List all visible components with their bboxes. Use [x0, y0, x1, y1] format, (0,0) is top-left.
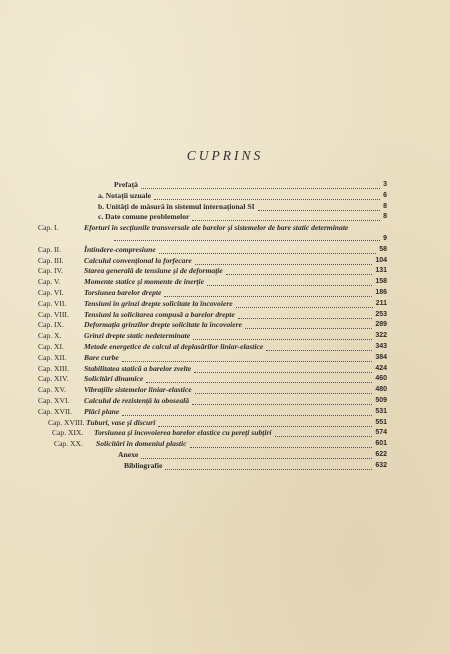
chapter-title: Eforturi în secțiunile transversale ale barelor și sistemelor de bare static determinate [84, 223, 349, 233]
dot-leader [195, 264, 373, 265]
dot-leader [194, 372, 372, 373]
toc-entry [0, 288, 450, 299]
page-number: 3 [383, 181, 387, 188]
page-number: 632 [375, 461, 387, 469]
chapter-number: Cap. XIX. [52, 428, 84, 438]
page-number: 289 [375, 321, 387, 329]
dot-leader [192, 220, 380, 221]
page-number: 480 [375, 386, 387, 394]
chapter-title: Deformația grinzilor drepte solicitate la încovoiere [84, 320, 242, 330]
dot-leader [159, 253, 376, 254]
dot-leader [193, 339, 372, 340]
toc-entry [0, 223, 450, 245]
chapter-title: Torsiunea barelor drepte [84, 287, 162, 297]
chapter-number: Cap. XVI. [38, 395, 70, 405]
dot-leader [122, 415, 372, 416]
dot-leader [141, 188, 380, 189]
dot-leader [245, 328, 372, 329]
chapter-title: Bibliografie [124, 460, 163, 470]
page-number: 424 [375, 364, 387, 372]
dot-leader [154, 199, 380, 200]
chapter-title: c. Date comune problemelor [98, 212, 190, 222]
dot-leader [238, 318, 373, 319]
page-title: CUPRINS [186, 148, 264, 163]
toc-entry [0, 256, 450, 267]
chapter-number: Cap. XIII. [38, 363, 69, 373]
toc-entry [0, 180, 450, 191]
toc-entry [0, 202, 450, 213]
toc-entry [0, 310, 450, 321]
chapter-number: Cap. V. [38, 277, 61, 287]
page-number: 622 [375, 450, 387, 458]
dot-leader [258, 210, 381, 211]
page-number: 6 [383, 191, 387, 199]
page-number: 460 [375, 375, 387, 383]
chapter-title: Solicitări în domeniul plastic [96, 439, 187, 449]
toc-entry [0, 299, 450, 310]
dot-leader [141, 458, 372, 459]
dot-leader [236, 307, 373, 308]
toc-entry [0, 374, 450, 385]
page-number: 8 [383, 213, 387, 221]
page-number: 58 [379, 245, 387, 253]
chapter-number: Cap. III. [38, 255, 64, 265]
chapter-title: Starea generală de tensiune și de deformație [84, 266, 223, 276]
toc-entry [0, 331, 450, 342]
dot-leader [122, 361, 373, 362]
chapter-title: Tensiuni la solicitarea compusă a barelor drepte [84, 309, 235, 319]
page-number: 343 [375, 342, 387, 350]
chapter-title: Prefață [114, 180, 138, 189]
page-number: 322 [375, 332, 387, 340]
chapter-number: Cap. II. [38, 244, 61, 254]
page-number: 601 [375, 440, 387, 448]
toc-entry [0, 277, 450, 288]
chapter-number: Cap. I. [38, 223, 59, 233]
chapter-number: Cap. XII. [38, 352, 67, 362]
page-number: 104 [375, 256, 387, 264]
chapter-title: Tensiuni în grinzi drepte solicitate la încovoiere [84, 298, 233, 308]
toc-entry [0, 407, 450, 418]
toc-entry [0, 396, 450, 407]
page-number: 384 [375, 353, 387, 361]
page-number: 574 [375, 429, 387, 437]
chapter-number: Cap. XV. [38, 385, 66, 395]
toc-entry [0, 364, 450, 375]
dot-leader [266, 350, 372, 351]
page-number: 211 [375, 299, 387, 307]
chapter-number: Cap. VIII. [38, 309, 69, 319]
dot-leader [275, 436, 373, 437]
toc-entry [0, 191, 450, 202]
chapter-title: Solicitări dinamice [84, 374, 144, 384]
chapter-title: Stabilitatea statică a barelor zvelte [84, 363, 192, 373]
chapter-title: Plăci plane [84, 406, 120, 416]
chapter-title: Bare curbe [84, 352, 119, 362]
toc-entry [0, 439, 450, 450]
page-number: 551 [375, 418, 387, 426]
table-of-contents [0, 180, 450, 472]
toc-entry [0, 245, 450, 256]
dot-leader [195, 393, 373, 394]
dot-leader [165, 469, 372, 470]
dot-leader [207, 285, 372, 286]
toc-entry [0, 320, 450, 331]
chapter-number: Cap. VI. [38, 287, 64, 297]
toc-entry [0, 385, 450, 396]
dot-leader [164, 296, 372, 297]
dot-leader [226, 274, 373, 275]
page-number: 186 [375, 288, 387, 296]
chapter-title: b. Unități de măsură în sistemul internațional SI [98, 201, 255, 211]
dot-leader [114, 240, 380, 241]
toc-entry [0, 342, 450, 353]
dot-leader [146, 382, 372, 383]
toc-entry [0, 450, 450, 461]
dot-leader [190, 447, 373, 448]
chapter-number: Cap. VII. [38, 298, 67, 308]
dot-leader [158, 426, 372, 427]
toc-entry [0, 266, 450, 277]
chapter-number: Cap. XI. [38, 341, 64, 351]
page-number: 158 [375, 278, 387, 286]
chapter-number: Cap. XVIII. [48, 417, 85, 427]
chapter-number: Cap. IX. [38, 320, 64, 330]
chapter-number: Cap. XVII. [38, 406, 72, 416]
chapter-title: Vibrațiile sistemelor liniar-elastice [84, 385, 192, 395]
chapter-title: Grinzi drepte static nedeterminate [84, 331, 191, 341]
toc-entry [0, 418, 450, 429]
chapter-number: Cap. XIV. [38, 374, 69, 384]
chapter-number: Cap. X. [38, 331, 62, 341]
page-number: 531 [375, 407, 387, 415]
toc-entry [0, 353, 450, 364]
chapter-number: Cap. XX. [54, 439, 83, 449]
dot-leader [192, 404, 372, 405]
toc-entry [0, 428, 450, 439]
chapter-title: Calculul de rezistență la oboseală [84, 395, 190, 405]
page-number: 9 [383, 234, 387, 242]
chapter-title: Momente statice și momente de inerție [84, 277, 205, 287]
chapter-title: Tuburi, vase și discuri [86, 417, 156, 427]
page-number: 509 [375, 396, 387, 404]
toc-entry [0, 461, 450, 472]
page-number: 131 [375, 267, 387, 275]
chapter-number: Cap. IV. [38, 266, 63, 276]
chapter-title: Întindere-compresiune [84, 244, 156, 254]
page-number: 8 [383, 202, 387, 210]
chapter-title: a. Notații uzuale [98, 190, 151, 200]
chapter-title: Anexe [118, 449, 139, 459]
chapter-title: Calculul convențional la forfecare [84, 255, 192, 265]
chapter-title: Torsiunea și încovoierea barelor elastice cu pereți subțiri [94, 428, 272, 438]
page-number: 253 [375, 310, 387, 318]
chapter-title: Metode energetice de calcul al deplasărilor liniar-elastice [84, 341, 264, 351]
toc-entry [0, 212, 450, 223]
